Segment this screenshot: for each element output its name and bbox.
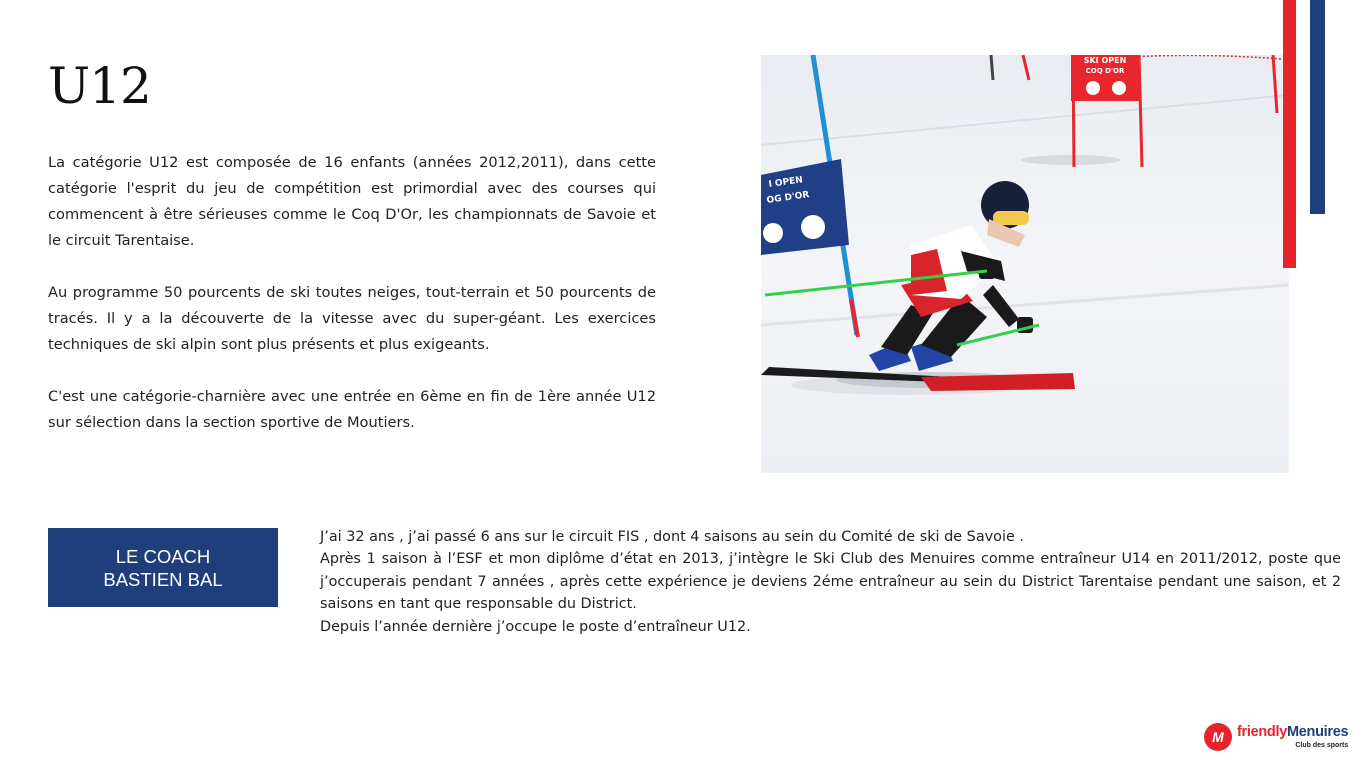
gate-banner-right-line2: COQ D'OR	[1085, 67, 1125, 75]
coach-label-line1: LE COACH	[115, 545, 211, 567]
skier-goggles	[993, 211, 1029, 225]
logo-subtitle: Club des sports	[1295, 741, 1349, 749]
snow-background	[761, 55, 1289, 473]
intro-text	[48, 150, 656, 462]
decorative-stripe-blue	[1310, 0, 1325, 214]
gate-banner-left-line1: I OPEN	[768, 175, 804, 190]
intro-paragraph-2: Au programme 50 pourcents de ski toutes neiges, tout-terrain et 50 pourcents de tracés. Il y a la découverte de la vitesse avec du super-géant. Les exercices techniques de ski alpin sont plus présents et plus exigeants.	[48, 284, 656, 353]
gate-banner-left-line2: OG D'OR	[766, 190, 810, 206]
coach-label-line2: BASTIEN BAL	[103, 568, 223, 590]
intro-paragraph-3: C'est une catégorie-charnière avec une entrée en 6ème en fin de 1ère année U12 sur sélection dans la section sportive de Moutiers.	[48, 388, 656, 431]
ski-race-photo	[761, 55, 1289, 473]
coach-label-box	[48, 528, 278, 607]
logo-name	[1237, 725, 1348, 740]
logo-name-part1: friendly	[1237, 724, 1287, 741]
gate-banner-right-line1: SKI OPEN	[1083, 56, 1127, 65]
coach-bio-line-1: J’ai 32 ans , j’ai passé 6 ans sur le circuit FIS , dont 4 saisons au sein du Comité de ski de Savoie .	[320, 529, 1024, 545]
page-title: U12	[48, 57, 151, 115]
intro-paragraph-1: La catégorie U12 est composée de 16 enfants (années 2012,2011), dans cette catégorie l'esprit du jeu de compétition est primordial avec des courses qui commencent à être sérieuses comme le Coq D'Or, les championnats de Savoie et le circuit Tarentaise.	[48, 154, 656, 249]
ski-race-illustration	[761, 55, 1289, 473]
logo-mark-icon: M	[1204, 723, 1232, 751]
coach-bio-line-3: Depuis l’année dernière j’occupe le poste d’entraîneur U12.	[320, 618, 751, 635]
decorative-stripe-red	[1283, 0, 1296, 268]
logo-text	[1237, 725, 1348, 749]
coach-bio-line-2: Après 1 saison à l’ESF et mon diplôme d’état en 2013, j’intègre le Ski Club des Menuires comme entraîneur U14 en 2011/2012, poste que j’occuperais pendant 7 années , après cette expérience je deviens 2éme entraîneur au sein du District Tarentaise pendant une saison, et 2 saisons en tant que responsable du District.	[320, 551, 1341, 613]
coach-bio	[320, 526, 1341, 638]
brand-logo	[1204, 722, 1348, 752]
logo-name-part2: Menuires	[1286, 724, 1349, 741]
